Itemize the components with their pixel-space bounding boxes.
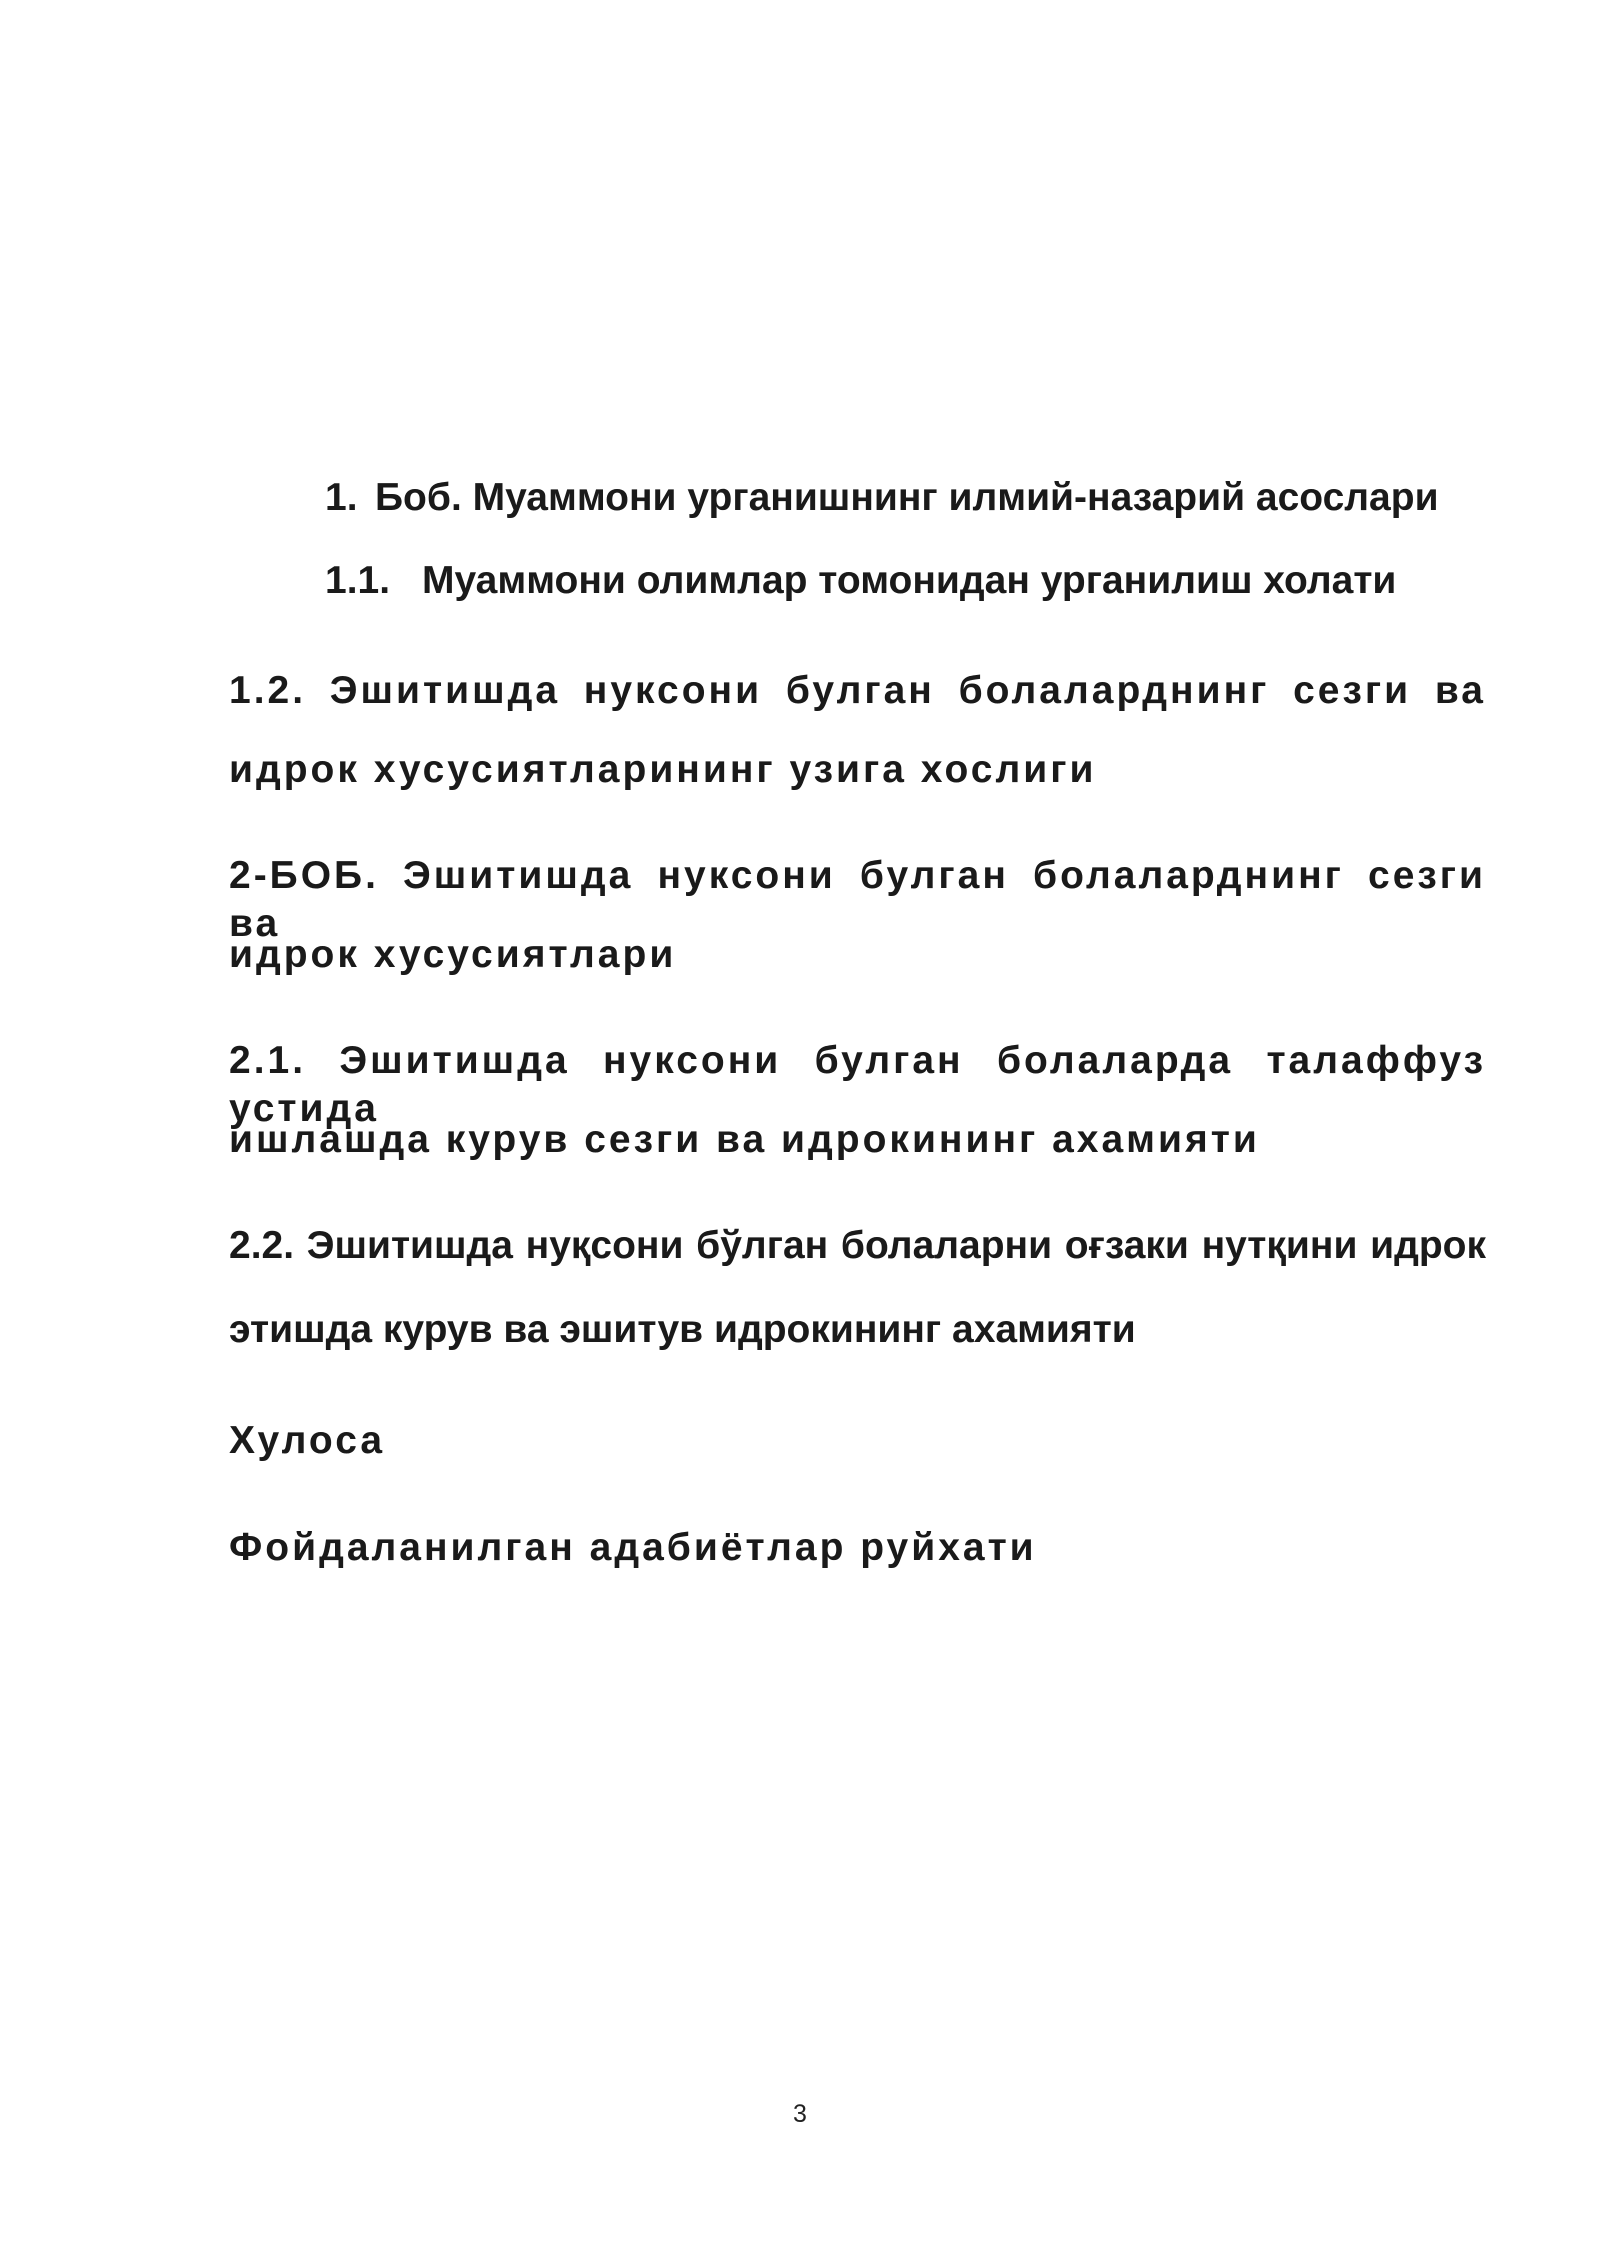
toc-conclusion[interactable]: Хулоса	[229, 1419, 386, 1462]
toc-section-2-1-line-2[interactable]: ишлашда курув сезги ва идрокининг ахамияти	[229, 1118, 1260, 1161]
toc-chapter-2-line-2[interactable]: идрок хусусиятлари	[229, 933, 677, 976]
toc-section-1-2-line-1[interactable]: 1.2. Эшитишда нуксони булган болаларднинг сезги ва	[229, 669, 1486, 712]
toc-chapter-2-line-1[interactable]: 2-БОБ. Эшитишда нуксони булган болаларднинг сезги ва	[229, 854, 1486, 945]
toc-chapter-1-title: Боб. Муаммони урганишнинг илмий-назарий асослари	[375, 476, 1439, 519]
toc-section-2-2-line-2[interactable]: этишда курув ва эшитув идрокининг ахамияти	[229, 1308, 1136, 1351]
toc-section-1-1-number: 1.1.	[325, 559, 391, 602]
page-number: 3	[793, 2100, 807, 2128]
toc-section-2-2-line-1[interactable]: 2.2. Эшитишда нуқсони бўлган болаларни оғзаки нутқини идрок	[229, 1224, 1486, 1267]
toc-section-1-2-line-2[interactable]: идрок хусусиятларининг узига хослиги	[229, 748, 1097, 791]
toc-section-2-1-line-1[interactable]: 2.1. Эшитишда нуксони булган болаларда талаффуз устида	[229, 1039, 1486, 1130]
toc-chapter-1[interactable]	[325, 474, 1439, 522]
toc-section-1-1[interactable]	[325, 557, 1396, 605]
toc-section-1-1-title: Муаммони олимлар томонидан урганилиш холати	[422, 559, 1397, 602]
toc-references[interactable]: Фойдаланилган адабиётлар руйхати	[229, 1526, 1037, 1569]
toc-chapter-1-number: 1.	[325, 476, 358, 519]
